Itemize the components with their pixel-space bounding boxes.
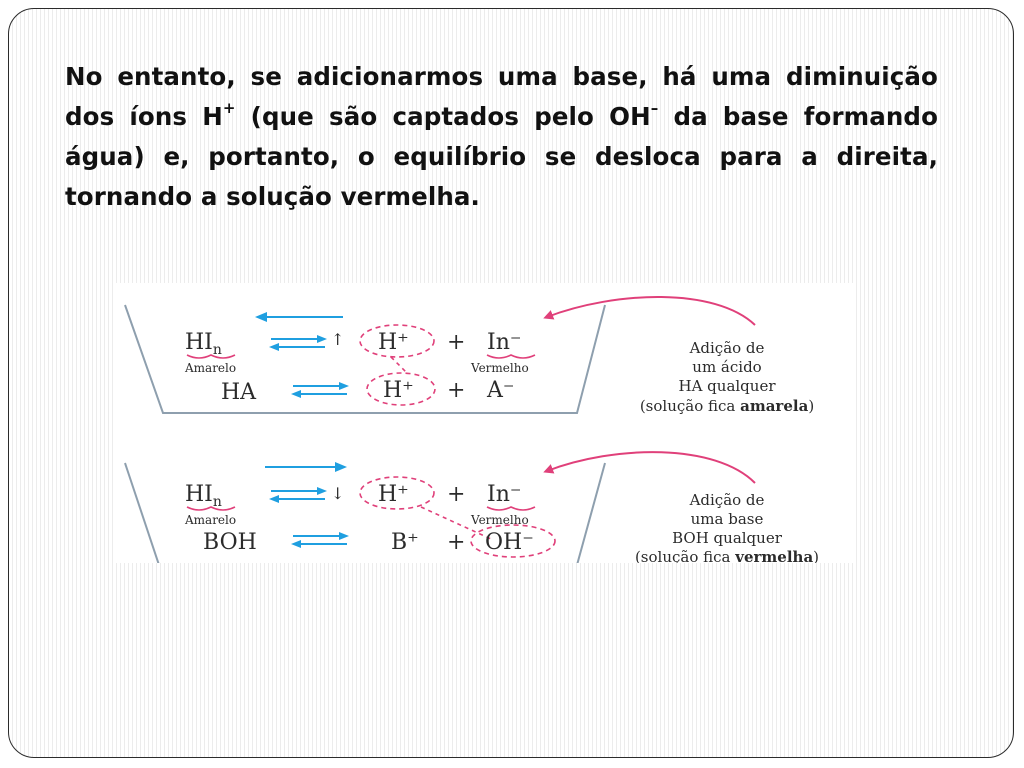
top-in-brace — [487, 355, 535, 358]
top-ha: HA — [221, 380, 257, 405]
top-up-arrow-icon: ↑ — [331, 330, 345, 349]
top-hin: $HI_n$ — [185, 330, 222, 358]
bottom-h-plus: H⁺ — [378, 482, 409, 507]
top-h-plus: H⁺ — [378, 330, 409, 355]
top-caption-line1: Adição de — [689, 339, 765, 357]
bottom-caption — [635, 491, 819, 563]
top-shift-arrow — [255, 312, 343, 322]
bottom-caption-line2: uma base — [690, 510, 764, 528]
bottom-plus-1: + — [447, 482, 466, 507]
bottom-in-label: Vermelho — [471, 513, 529, 527]
bottom-equilibrium-arrows-2 — [291, 532, 349, 548]
bottom-equilibrium-arrows-1 — [269, 487, 327, 503]
top-dashed-connector — [391, 357, 407, 373]
bottom-caption-line3: BOH qualquer — [672, 529, 782, 547]
bottom-panel — [125, 452, 819, 563]
bottom-hin: $HI_n$ — [185, 482, 222, 510]
bottom-boh: BOH — [203, 530, 257, 555]
top-equilibrium-arrows-1 — [269, 335, 327, 351]
top-caption-line3: HA qualquer — [678, 377, 776, 395]
top-caption-line4: (solução fica amarela) — [639, 397, 815, 415]
bottom-down-arrow-icon: ↓ — [331, 484, 345, 503]
equilibrium-figure — [115, 283, 853, 563]
paragraph-text-1: No entanto, se adicionarmos uma base, há uma diminuição dos íons H — [65, 62, 938, 131]
top-hin-label: Amarelo — [185, 361, 237, 375]
equilibrium-diagram — [115, 283, 853, 563]
top-panel — [125, 297, 814, 415]
bottom-b-plus: B⁺ — [391, 530, 419, 555]
top-plus-2: + — [447, 378, 466, 403]
bottom-shift-arrow — [265, 462, 347, 472]
paragraph-superscript-plus: + — [222, 98, 236, 117]
bottom-in-brace — [487, 507, 535, 510]
top-caption-line2: um ácido — [692, 358, 762, 376]
top-in-minus: In⁻ — [487, 330, 522, 355]
bottom-plus-2: + — [447, 530, 466, 555]
paragraph-text-3: da base formando água) e, portanto, o equilíbrio se desloca para a direita, tornando a solução vermelha. — [65, 102, 938, 211]
bottom-caption-line1: Adição de — [689, 491, 765, 509]
bottom-caption-line4: (solução fica vermelha) — [634, 548, 820, 563]
top-beaker — [125, 305, 605, 413]
slide-paragraph — [65, 57, 938, 217]
slide-frame — [8, 8, 1014, 758]
bottom-in-minus: In⁻ — [487, 482, 522, 507]
bottom-oh-minus: OH⁻ — [485, 530, 534, 555]
top-curved-arrow — [547, 297, 755, 325]
top-caption — [640, 339, 814, 415]
bottom-beaker-right — [577, 463, 605, 563]
top-h-plus-2: H⁺ — [383, 378, 414, 403]
bottom-hin-brace — [187, 507, 235, 510]
paragraph-superscript-minus: – — [650, 98, 659, 117]
top-plus-1: + — [447, 330, 466, 355]
top-equilibrium-arrows-2 — [291, 382, 349, 398]
bottom-beaker — [125, 463, 159, 563]
top-in-label: Vermelho — [471, 361, 529, 375]
bottom-hin-label: Amarelo — [185, 513, 237, 527]
bottom-curved-arrow — [547, 452, 755, 483]
top-a-minus: A⁻ — [487, 378, 515, 403]
top-hin-brace — [187, 355, 235, 358]
paragraph-text-2: (que são captados pelo OH — [235, 102, 651, 131]
